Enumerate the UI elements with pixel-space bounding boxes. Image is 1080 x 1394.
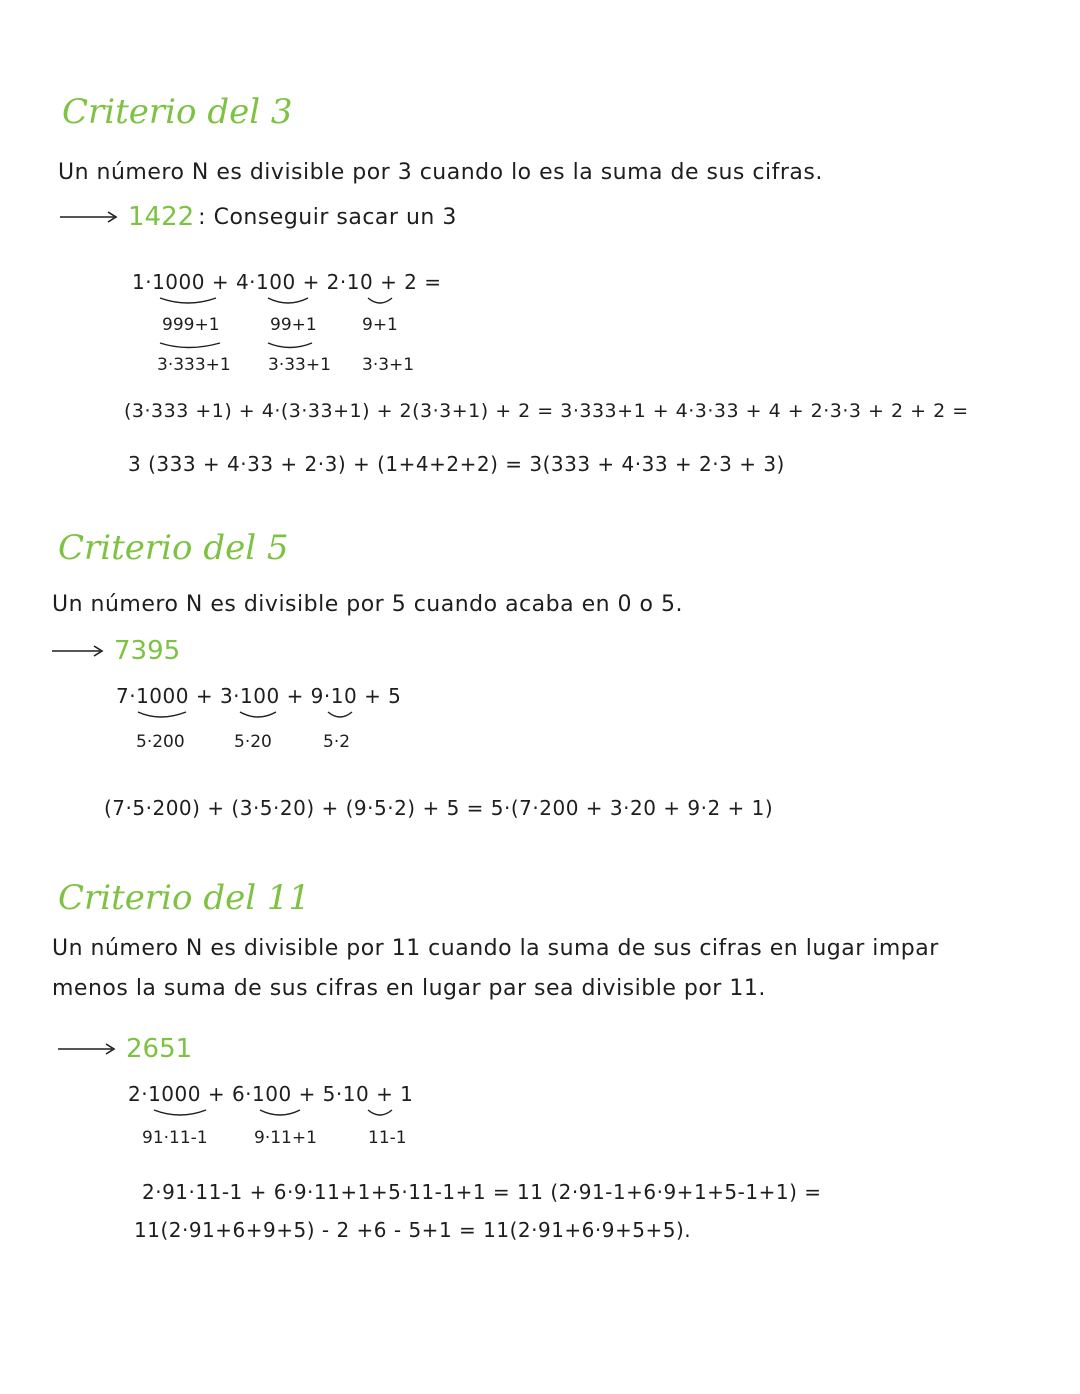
section-title-11: Criterio del 11	[58, 878, 311, 918]
example-number-3: 1422	[128, 202, 195, 232]
sub-11-b: 9·11+1	[254, 1128, 317, 1148]
arrow-right-icon	[52, 641, 108, 661]
sub-11-a: 91·11-1	[142, 1128, 208, 1148]
rule-3: Un número N es divisible por 3 cuando lo es la suma de sus cifras.	[58, 160, 823, 185]
example-11	[58, 1034, 192, 1064]
sub-3-c: 9+1	[362, 315, 398, 335]
line2-3: 3 (333 + 4·33 + 2·3) + (1+4+2+2) = 3(333 + 4·33 + 2·3 + 3)	[128, 452, 785, 476]
expansion-5: 7·1000 + 3·100 + 9·10 + 5	[116, 684, 402, 708]
sub2-3-b: 3·33+1	[268, 355, 331, 375]
sub2-3-c: 3·3+1	[362, 355, 415, 375]
example-5	[52, 636, 180, 666]
brace-group-3b	[150, 340, 430, 354]
example-number-5: 7395	[114, 636, 181, 666]
sub2-3-a: 3·333+1	[157, 355, 231, 375]
section-title-5: Criterio del 5	[58, 528, 289, 568]
arrow-right-icon	[60, 207, 122, 227]
line2-11: 11(2·91+6+9+5) - 2 +6 - 5+1 = 11(2·91+6·9+5+5).	[134, 1218, 692, 1242]
sub-5-b: 5·20	[234, 732, 272, 752]
brace-group-3	[150, 294, 430, 310]
example-number-11: 2651	[126, 1034, 193, 1064]
rule-5: Un número N es divisible por 5 cuando acaba en 0 o 5.	[52, 592, 683, 617]
sub-5-c: 5·2	[323, 732, 351, 752]
sub-3-b: 99+1	[270, 315, 317, 335]
example-3	[60, 202, 457, 232]
sub-11-c: 11-1	[368, 1128, 407, 1148]
brace-group-11	[140, 1106, 430, 1122]
line1-3: (3·333 +1) + 4·(3·33+1) + 2(3·3+1) + 2 = 3·333+1 + 4·3·33 + 4 + 2·3·3 + 2 + 2 =	[124, 400, 969, 422]
expansion-11: 2·1000 + 6·100 + 5·10 + 1	[128, 1082, 414, 1106]
sub-5-a: 5·200	[136, 732, 185, 752]
rule-11-line1: Un número N es divisible por 11 cuando la suma de sus cifras en lugar impar	[52, 936, 939, 961]
line1-11: 2·91·11-1 + 6·9·11+1+5·11-1+1 = 11 (2·91-1+6·9+1+5-1+1) =	[142, 1180, 822, 1204]
sub-3-a: 999+1	[162, 315, 220, 335]
rule-11-line2: menos la suma de sus cifras en lugar par sea divisible por 11.	[52, 976, 766, 1001]
example-note-3: : Conseguir sacar un 3	[198, 204, 457, 230]
line1-5: (7·5·200) + (3·5·20) + (9·5·2) + 5 = 5·(7·200 + 3·20 + 9·2 + 1)	[104, 796, 774, 820]
arrow-right-icon	[58, 1039, 120, 1059]
expansion-3: 1·1000 + 4·100 + 2·10 + 2 =	[132, 270, 442, 294]
brace-group-5	[130, 708, 390, 724]
section-title-3: Criterio del 3	[62, 92, 293, 132]
